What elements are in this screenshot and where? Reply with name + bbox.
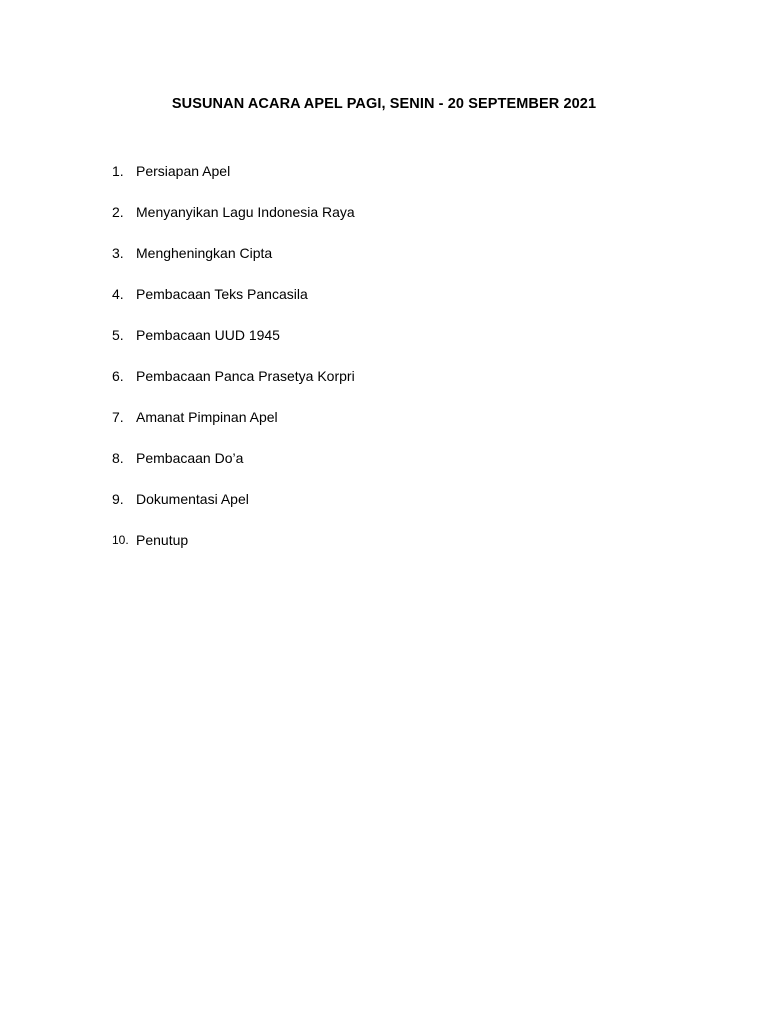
list-item: [112, 407, 355, 448]
item-text: Mengheningkan Cipta: [136, 245, 273, 261]
item-number: 3.: [112, 245, 124, 261]
item-number: 6.: [112, 368, 124, 384]
item-number: 5.: [112, 327, 124, 343]
list-item: [112, 202, 355, 243]
item-number: 1.: [112, 163, 124, 179]
list-item: [112, 325, 355, 366]
item-number: 10.: [112, 533, 129, 547]
agenda-list: [112, 161, 355, 571]
item-text: Persiapan Apel: [136, 163, 231, 179]
document-title: SUSUNAN ACARA APEL PAGI, SENIN - 20 SEPTEMBER 2021: [171, 96, 597, 112]
item-number: 8.: [112, 450, 124, 466]
item-text: Pembacaan Teks Pancasila: [136, 286, 308, 302]
list-item: [112, 366, 355, 407]
list-item: [112, 489, 355, 530]
list-item: [112, 284, 355, 325]
item-text: Penutup: [136, 532, 189, 548]
item-text: Pembacaan Panca Prasetya Korpri: [136, 368, 355, 384]
item-text: Menyanyikan Lagu Indonesia Raya: [136, 204, 355, 220]
list-item: [112, 448, 355, 489]
item-number: 9.: [112, 491, 124, 507]
item-number: 7.: [112, 409, 124, 425]
item-number: 4.: [112, 286, 124, 302]
list-item: [112, 243, 355, 284]
item-text: Amanat Pimpinan Apel: [136, 409, 278, 425]
list-item: [112, 530, 355, 571]
list-item: [112, 161, 355, 202]
item-text: Dokumentasi Apel: [136, 491, 249, 507]
item-text: Pembacaan UUD 1945: [136, 327, 280, 343]
item-text: Pembacaan Do’a: [136, 450, 244, 466]
item-number: 2.: [112, 204, 124, 220]
